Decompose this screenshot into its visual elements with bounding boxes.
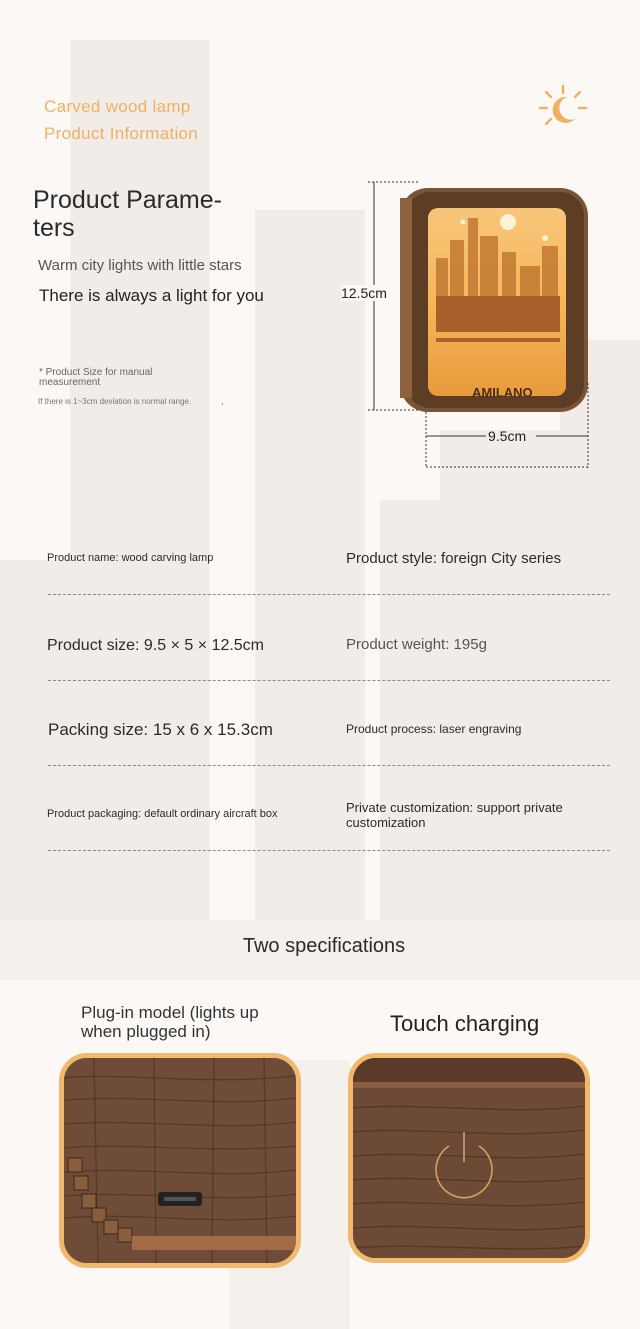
param-private-customization: Private customization: support private customization <box>346 800 563 830</box>
plug-in-model-label-line-2: when plugged in) <box>81 1022 211 1041</box>
plug-in-model-image <box>59 1053 301 1268</box>
param-product-style: Product style: foreign City series <box>346 550 562 567</box>
deviation-note: If there is 1~3cm deviation is normal range. <box>38 397 192 406</box>
size-note <box>39 368 152 388</box>
deviation-note-comma: , <box>221 396 224 406</box>
page-title-line-2: ters <box>33 214 75 242</box>
page-title <box>33 186 222 242</box>
plug-in-model-label <box>81 1003 259 1041</box>
touch-charging-image <box>348 1053 590 1263</box>
param-product-weight: Product weight: 195g <box>346 636 487 653</box>
size-note-line-2: measurement <box>39 377 101 388</box>
intro-subtitle: Warm city lights with little stars <box>38 257 242 274</box>
header-line-1: Carved wood lamp <box>44 97 191 116</box>
touch-wood-texture <box>353 1058 585 1258</box>
width-dimension-label: 9.5cm <box>488 428 527 444</box>
divider-2 <box>48 680 610 681</box>
param-packing-size: Packing size: 15 x 6 x 15.3cm <box>48 720 273 739</box>
param-product-size: Product size: 9.5 × 5 × 12.5cm <box>47 637 265 654</box>
sun-moon-icon <box>537 83 589 133</box>
header-line-2: Product Information <box>44 124 199 143</box>
param-product-process: Product process: laser engraving <box>346 722 522 736</box>
param-product-packaging: Product packaging: default ordinary aircraft box <box>47 808 278 820</box>
lamp-sign-text: AMILANO <box>472 385 533 400</box>
intro-tagline: There is always a light for you <box>39 286 264 305</box>
height-dimension-label: 12.5cm <box>341 285 387 301</box>
plug-in-wood-texture <box>64 1058 296 1263</box>
specs-heading: Two specifications <box>242 935 406 957</box>
divider-1 <box>48 594 610 595</box>
lamp-product-image <box>340 178 600 473</box>
plug-in-model-label-line-1: Plug-in model (lights up <box>81 1003 259 1022</box>
touch-charging-label: Touch charging <box>390 1011 540 1036</box>
page-title-line-1: Product Parame- <box>33 186 222 214</box>
param-product-name: Product name: wood carving lamp <box>47 552 214 564</box>
divider-4 <box>48 850 610 851</box>
divider-3 <box>48 765 610 766</box>
size-note-line-1: * Product Size for manual <box>39 367 153 378</box>
